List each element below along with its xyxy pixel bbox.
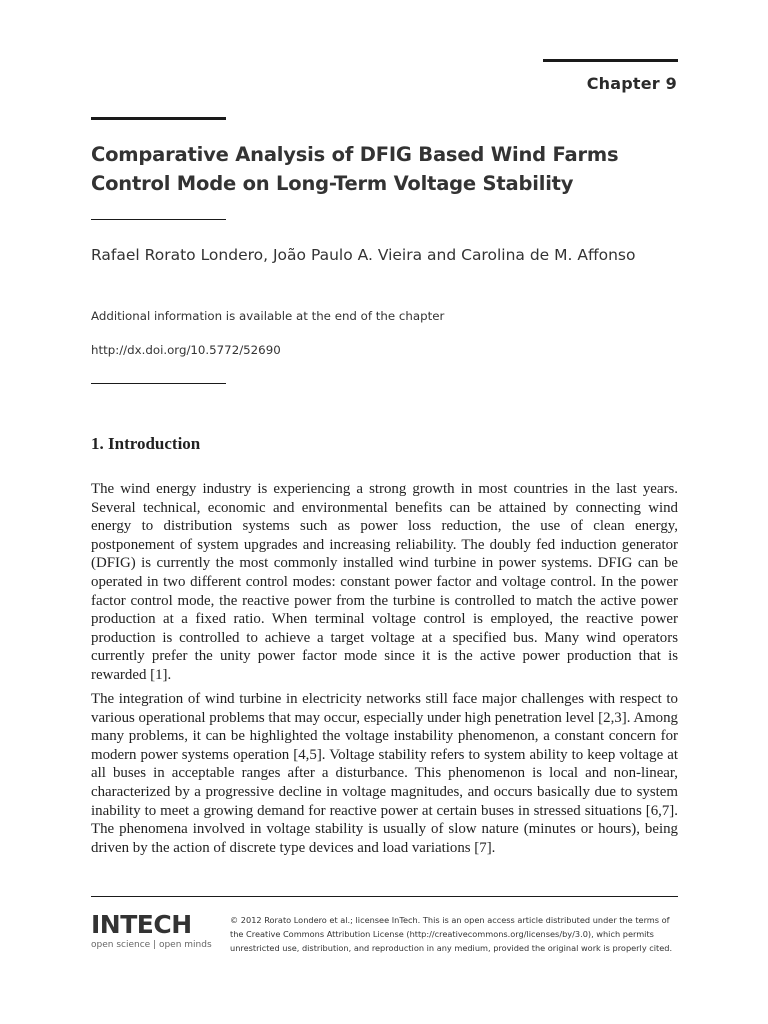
header-bottom-rule	[91, 383, 226, 384]
license-text: © 2012 Rorato Londero et al.; licensee InTech. This is an open access article distributed under the terms of the Creative Commons Attribution License (http://creativecommons.org/licenses/by/3.0), which permits unrestricted use, distribution, and reproduction in any medium, provided the original work is properly cited.	[230, 915, 673, 953]
top-right-rule	[543, 59, 678, 62]
chapter-title: Comparative Analysis of DFIG Based Wind Farms Control Mode on Long-Term Voltage Stability	[91, 143, 619, 195]
paragraph-1: The wind energy industry is experiencing a strong growth in most countries in the last years. Several technical, economic and environmental benefits can be attained by connecting wind energy to distribution systems such as power loss reduction, the use of clean energy, postponement of system upgrades and increasing reliability. The doubly fed induction generator (DFIG) is currently the most commonly installed wind turbine in power systems. DFIG can be operated in two different control modes: constant power factor and voltage control. In the power factor control mode, the reactive power from the turbine is controlled to match the active power production at a fixed ratio. When terminal voltage control is employed, the reactive power production is controlled to achieve a target voltage at a specified bus. Many wind operators currently prefer the unity power factor mode since it is the active power production that is rewarded [1].	[91, 481, 678, 683]
title-top-rule	[91, 117, 226, 120]
chapter-label: Chapter 9	[586, 74, 677, 93]
section-heading: 1. Introduction	[91, 434, 201, 453]
footer-rule	[91, 896, 678, 897]
paragraph-2: The integration of wind turbine in electricity networks still face major challenges with respect to various operational problems that may occur, especially under high penetration level [2,3]. Among many problems, it can be highlighted the voltage instability phenomenon, a constant concern for modern power systems operation [4,5]. Voltage stability refers to system ability to keep voltage at all buses in acceptable ranges after a disturbance. This phenomenon is local and non-linear, characterized by a progressive decline in voltage magnitudes, and occurs basically due to system inability to meet a growing demand for reactive power at certain buses in stressed situations [6,7]. The phenomena involved in voltage stability is usually of slow nature (minutes or hours), being driven by the action of discrete type devices and load variations [7].	[91, 691, 678, 856]
title-bottom-rule	[91, 219, 226, 220]
intech-logo: INTECH	[91, 910, 192, 939]
doi-link[interactable]: http://dx.doi.org/10.5772/52690	[91, 343, 281, 357]
authors: Rafael Rorato Londero, João Paulo A. Vieira and Carolina de M. Affonso	[91, 246, 636, 264]
additional-info: Additional information is available at the end of the chapter	[91, 309, 445, 323]
logo-tagline: open science | open minds	[91, 940, 212, 950]
